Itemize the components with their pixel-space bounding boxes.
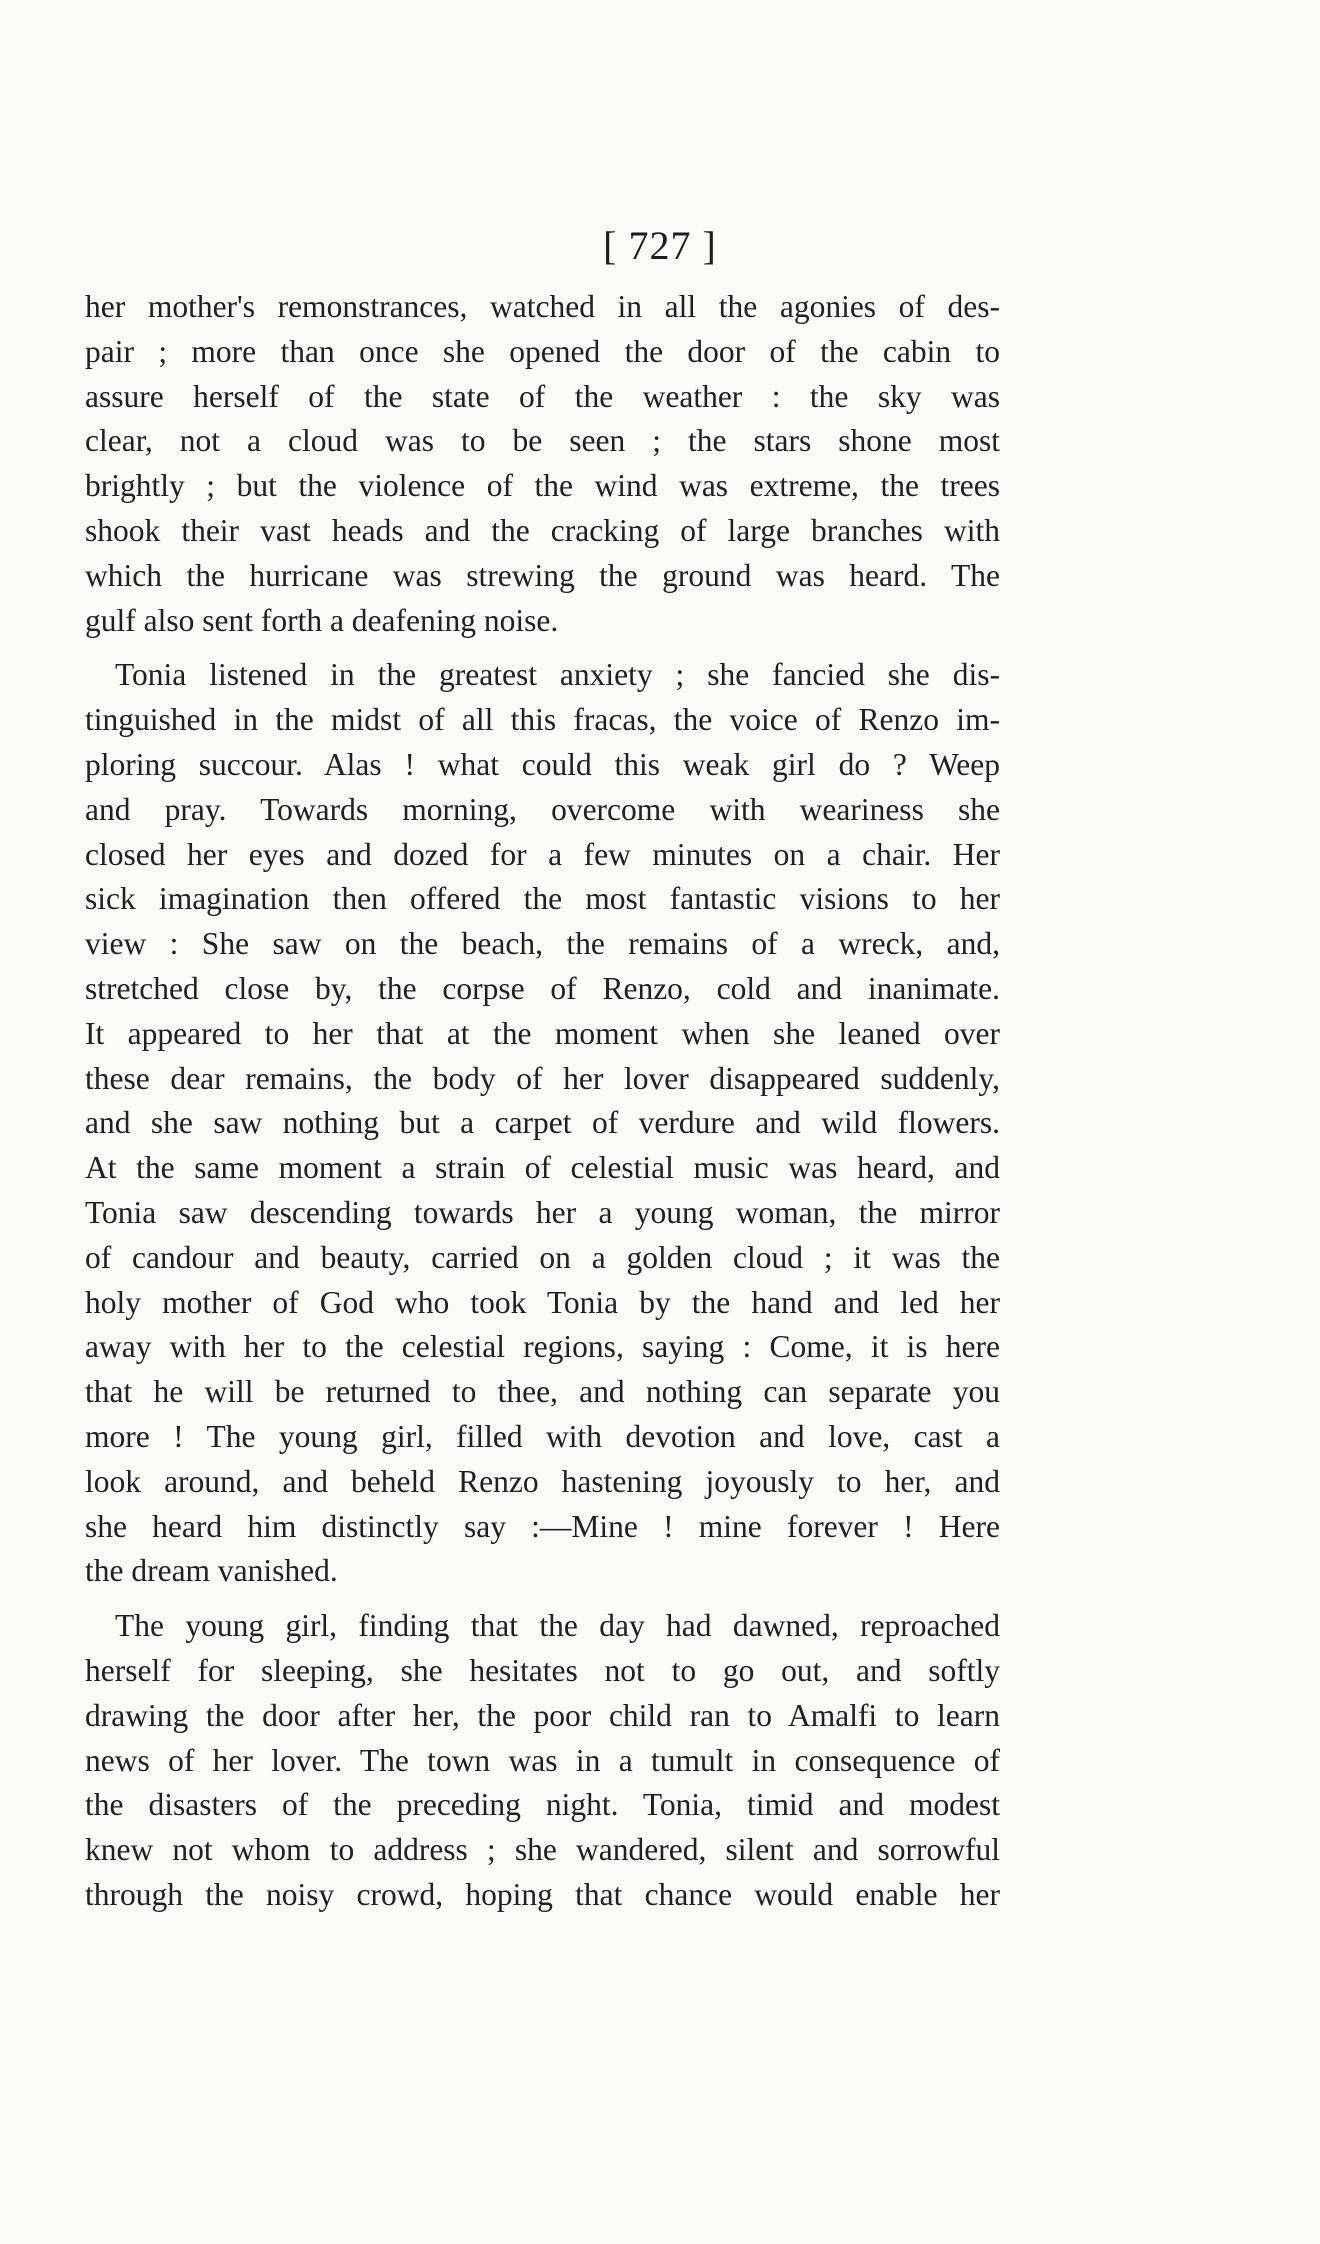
text-line: gulf also sent forth a deafening noise. (85, 602, 559, 638)
body-text (85, 285, 1000, 1928)
text-line: the dream vanished. (85, 1553, 338, 1589)
text-line: and pray. Towards morning, overcome with weariness she (85, 791, 1000, 827)
text-line: look around, and beheld Renzo hastening joyously to her, and (85, 1463, 1000, 1499)
text-line: stretched close by, the corpse of Renzo, cold and inanimate. (85, 970, 1000, 1006)
text-line: and she saw nothing but a carpet of verdure and wild flowers. (85, 1105, 1000, 1141)
text-line: shook their vast heads and the cracking of large branches with (85, 512, 1000, 548)
text-line: through the noisy crowd, hoping that chance would enable her (85, 1876, 1000, 1912)
text-line: which the hurricane was strewing the ground was heard. The (85, 557, 1000, 593)
text-line: away with her to the celestial regions, saying : Come, it is here (85, 1329, 1000, 1365)
text-line: assure herself of the state of the weather : the sky was (85, 378, 1000, 414)
text-line: tinguished in the midst of all this fracas, the voice of Renzo im- (85, 702, 1000, 738)
text-line: that he will be returned to thee, and nothing can separate you (85, 1374, 1000, 1410)
text-line: clear, not a cloud was to be seen ; the stars shone most (85, 423, 1000, 459)
text-line: holy mother of God who took Tonia by the hand and led her (85, 1284, 1000, 1320)
paragraph-1 (85, 285, 1000, 643)
text-line: sick imagination then offered the most fantastic visions to her (85, 881, 1000, 917)
text-line: herself for sleeping, she hesitates not to go out, and softly (85, 1652, 1000, 1688)
text-line: she heard him distinctly say :—Mine ! mine forever ! Here (85, 1508, 1000, 1544)
text-line: Tonia listened in the greatest anxiety ; she fancied she dis- (115, 657, 1000, 693)
paragraph-3 (85, 1604, 1000, 1918)
text-line: closed her eyes and dozed for a few minutes on a chair. Her (85, 836, 1000, 872)
text-line: these dear remains, the body of her lover disappeared suddenly, (85, 1060, 1000, 1096)
paragraph-2 (85, 653, 1000, 1594)
text-line: ploring succour. Alas ! what could this weak girl do ? Weep (85, 746, 1000, 782)
page-number: [ 727 ] (603, 223, 717, 268)
text-line: of candour and beauty, carried on a golden cloud ; it was the (85, 1239, 1000, 1275)
text-line: her mother's remonstrances, watched in all the agonies of des- (85, 289, 1000, 324)
text-line: drawing the door after her, the poor child ran to Amalfi to learn (85, 1697, 1000, 1733)
text-line: knew not whom to address ; she wandered, silent and sorrowful (85, 1832, 1000, 1868)
text-line: Tonia saw descending towards her a young woman, the mirror (85, 1194, 1000, 1230)
text-line: brightly ; but the violence of the wind was extreme, the trees (85, 468, 1000, 504)
text-line: news of her lover. The town was in a tumult in consequence of (85, 1742, 1000, 1778)
text-line: It appeared to her that at the moment when she leaned over (85, 1015, 1000, 1051)
text-line: The young girl, finding that the day had dawned, reproached (115, 1608, 1000, 1644)
text-line: more ! The young girl, filled with devotion and love, cast a (85, 1418, 1000, 1454)
text-line: At the same moment a strain of celestial music was heard, and (85, 1150, 1000, 1186)
text-line: view : She saw on the beach, the remains of a wreck, and, (85, 926, 1000, 962)
text-line: pair ; more than once she opened the door of the cabin to (85, 333, 1000, 369)
text-line: the disasters of the preceding night. Tonia, timid and modest (85, 1787, 1000, 1823)
